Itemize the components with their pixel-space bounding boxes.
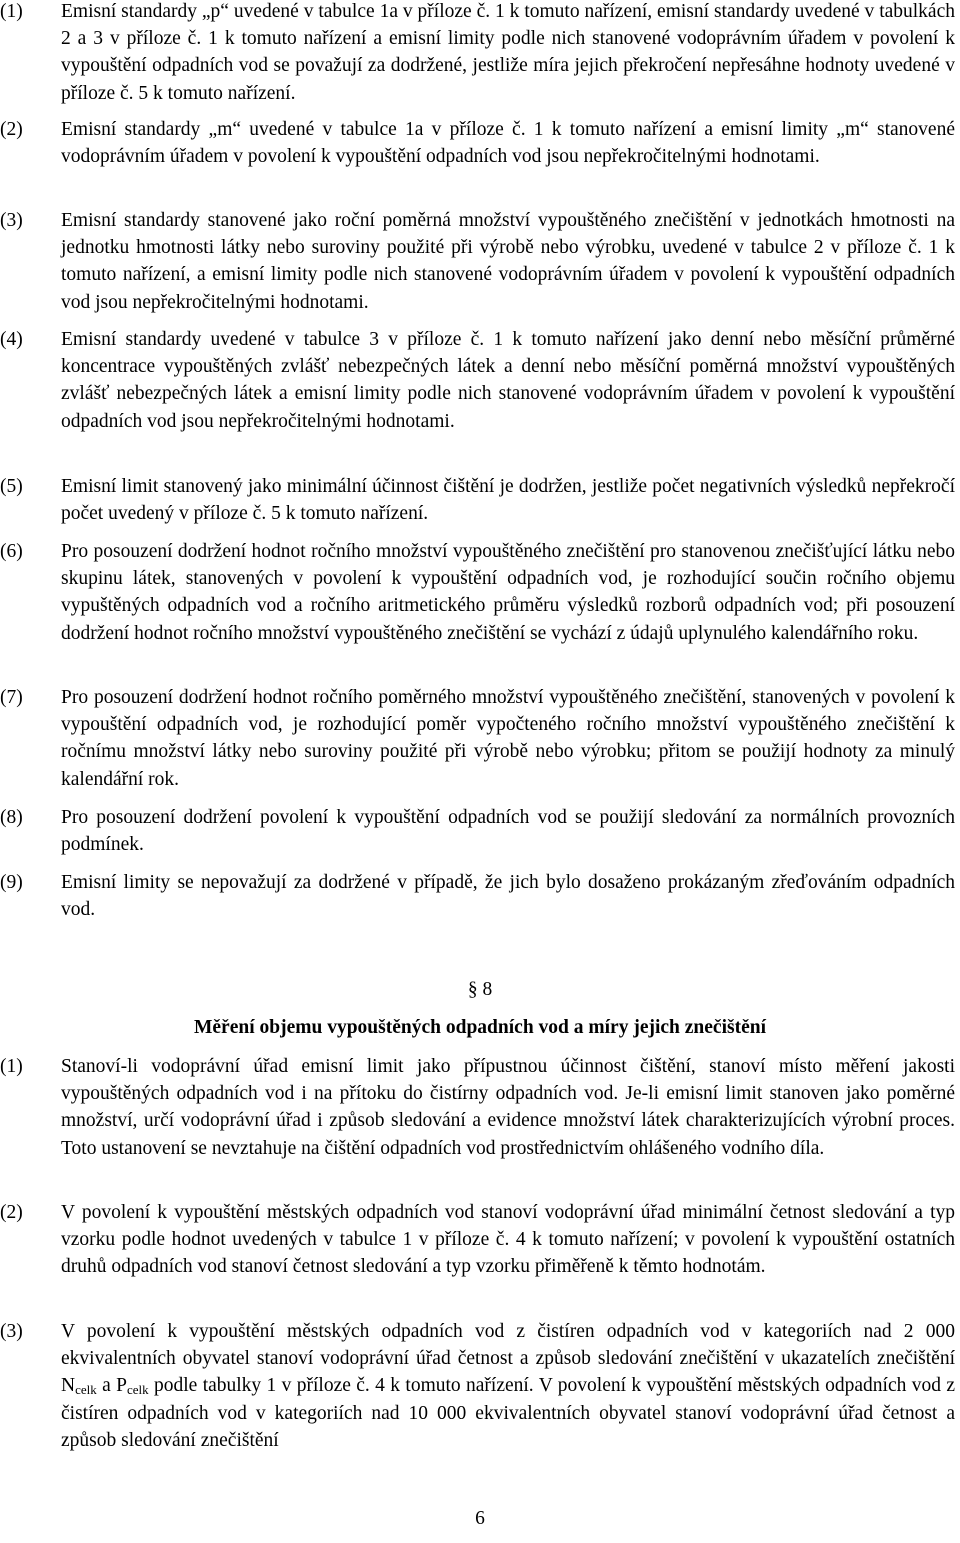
paragraph-text: Pro posouzení dodržení povolení k vypouštění odpadních vod se použijí sledování za normálních provozních podmínek.	[61, 807, 955, 856]
paragraph-text: Emisní standardy uvedené v tabulce 3 v příloze č. 1 k tomuto nařízení jako denní nebo měsíční průměrné koncentrace vypouštěných zvlášť nebezpečných látek a denní nebo měsíční poměrná množství vypouštěných zvlášť nebezpečných látek a emisní limity podle nich stanovené vodoprávním úřadem v povolení k vypouštění odpadních vod jsou nepřekročitelnými hodnotami.	[61, 329, 955, 432]
paragraph-number: (7)	[0, 687, 23, 708]
paragraph-text: Stanoví-li vodoprávní úřad emisní limit jako přípustnou účinnost čištění, stanoví místo měření jakosti vypouštěných odpadních vod i na přítoku do čistírny odpadních vod. Je-li emisní limit stanoven jako poměrné množství, určí vodoprávní úřad i způsob sledování a evidence množství látek charakterizujících výrobní proces. Toto ustanovení se nevztahuje na čištění odpadních vod prostřednictvím ohlášeného vodního díla.	[61, 1056, 955, 1159]
paragraph-7-3	[0, 207, 955, 316]
paragraph-number: (8)	[0, 807, 23, 828]
paragraph-7-9	[0, 869, 955, 923]
paragraph-number: (4)	[0, 329, 23, 350]
subscript: celk	[75, 1382, 97, 1398]
paragraph-number: (9)	[0, 872, 23, 893]
paragraph-text: Pro posouzení dodržení hodnot ročního poměrného množství vypouštěného znečištění, stanovených v povolení k vypouštění odpadních vod, je rozhodující poměr vypočteného ročního množství vypouštěného znečištění k ročnímu množství látky nebo suroviny použité při výrobě nebo výrobku; přitom se použijí hodnoty za minulý kalendářní rok.	[61, 687, 955, 790]
paragraph-8-3	[0, 1318, 955, 1454]
paragraph-7-1	[0, 0, 955, 107]
paragraph-7-7	[0, 684, 955, 793]
paragraph-text: Pro posouzení dodržení hodnot ročního množství vypouštěného znečištění pro stanovenou znečišťující látku nebo skupinu látek, stanovených v povolení k vypouštění odpadních vod, je rozhodující součin ročního objemu vypuštěných odpadních vod a ročního aritmetického průměru výsledků rozborů odpadních vod; při posouzení dodržení hodnot ročního množství vypouštěného znečištění se vychází z údajů uplynulého kalendářního roku.	[61, 541, 955, 644]
paragraph-text: Emisní limity se nepovažují za dodržené v případě, že jich bylo dosaženo prokázaným zřeďováním odpadních vod.	[61, 872, 955, 921]
text-part: V povolení k vypouštění městských odpadních vod z čistíren odpadních vod v kategoriích nad 2 000 ekvivalentních obyvatel stanoví vodoprávní úřad četnost a způsob sledování znečištění v ukazatelích znečištění N	[61, 1321, 955, 1397]
paragraph-number: (1)	[0, 1056, 23, 1077]
subscript: celk	[126, 1382, 149, 1398]
paragraph-8-2	[0, 1199, 955, 1281]
paragraph-number: (3)	[0, 1321, 23, 1342]
section-number: § 8	[467, 979, 493, 1000]
paragraph-7-2	[0, 116, 955, 170]
paragraph-text: Emisní standardy stanovené jako roční poměrná množství vypouštěného znečištění v jednotkách hmotnosti na jednotku hmotnosti látky nebo suroviny použité při výrobě nebo výrobku, uvedené v tabulce 2 v příloze č. 1 k tomuto nařízení, a emisní limity podle nich stanovené vodoprávním úřadem v povolení k vypouštění odpadních vod jsou nepřekročitelnými hodnotami.	[61, 210, 955, 313]
paragraph-7-4	[0, 326, 955, 435]
text-part: podle tabulky 1 v příloze č. 4 k tomuto nařízení. V povolení k vypouštění městských odpadních vod z čistíren odpadních vod v kategoriích nad 10 000 ekvivalentních obyvatel stanoví vodoprávní úřad četnost a způsob sledování znečištění	[61, 1375, 956, 1451]
paragraph-number: (5)	[0, 476, 23, 497]
paragraph-number: (3)	[0, 210, 23, 231]
paragraph-number: (2)	[0, 119, 23, 140]
paragraph-number: (6)	[0, 541, 23, 562]
paragraph-text: V povolení k vypouštění městských odpadních vod stanoví vodoprávní úřad minimální četnost sledování a typ vzorku podle hodnot uvedených v tabulce 1 v příloze č. 4 k tomuto nařízení; v povolení k vypouštění ostatních druhů odpadních vod stanoví četnost sledování a typ vzorku přiměřeně k těmto hodnotám.	[61, 1202, 955, 1278]
paragraph-text: Emisní limit stanovený jako minimální účinnost čištění je dodržen, jestliže počet negativních výsledků nepřekročí počet uvedený v příloze č. 5 k tomuto nařízení.	[61, 476, 955, 525]
text-part: a P	[96, 1375, 127, 1397]
paragraph-number: (1)	[0, 1, 23, 22]
page-number: 6	[475, 1508, 485, 1529]
paragraph-7-8	[0, 804, 955, 858]
paragraph-text: Emisní standardy „m“ uvedené v tabulce 1a v příloze č. 1 k tomuto nařízení a emisní limity „m“ stanovené vodoprávním úřadem v povolení k vypouštění odpadních vod jsou nepřekročitelnými hodnotami.	[61, 119, 955, 168]
paragraph-text	[61, 1321, 955, 1451]
paragraph-8-1	[0, 1053, 955, 1162]
paragraph-text: Emisní standardy „p“ uvedené v tabulce 1a v příloze č. 1 k tomuto nařízení, emisní standardy uvedené v tabulkách 2 a 3 v příloze č. 1 k tomuto nařízení a emisní limity podle nich stanovené vodoprávním úřadem v povolení k vypouštění odpadních vod se považují za dodržené, jestliže míra jejich překročení nepřesáhne hodnoty uvedené v příloze č. 5 k tomuto nařízení.	[61, 1, 955, 104]
paragraph-7-6	[0, 538, 955, 647]
section-heading: Měření objemu vypouštěných odpadních vod a míry jejich znečištění	[194, 1017, 766, 1038]
paragraph-7-5	[0, 473, 955, 527]
paragraph-number: (2)	[0, 1202, 23, 1223]
